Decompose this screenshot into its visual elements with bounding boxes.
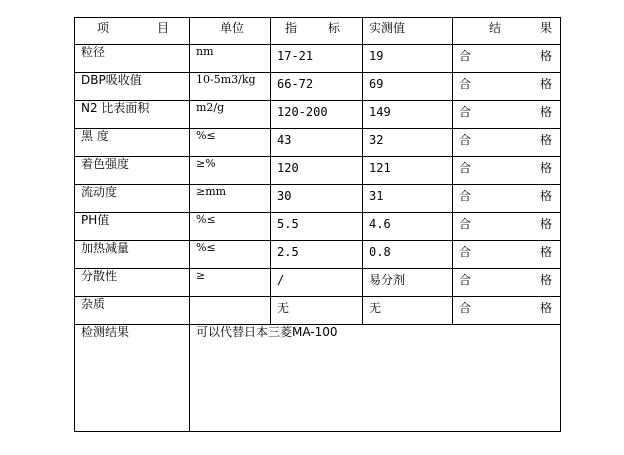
result-cell: 合 格: [453, 101, 561, 129]
header-result-char-1: 结: [489, 21, 502, 35]
unit-cell: %≤: [190, 129, 271, 157]
header-item: [75, 18, 190, 45]
result-cell: 合 格: [453, 157, 561, 185]
value-cell: 31: [363, 185, 453, 213]
item-cell: 加热减量: [75, 241, 190, 269]
header-range-char-2: 标: [327, 21, 340, 35]
conclusion-row: [75, 325, 561, 432]
range-cell: 30: [271, 185, 363, 213]
conclusion-label: 检测结果: [81, 325, 130, 339]
header-unit-char-1: 单: [220, 21, 233, 35]
item-cell: DBP吸收值: [75, 73, 190, 101]
table-row: [75, 45, 561, 73]
table-row: [75, 297, 561, 325]
result-cell: 合 格: [453, 241, 561, 269]
item-cell: 分散性: [75, 269, 190, 297]
range-cell: 120-200: [271, 101, 363, 129]
range-cell: 无: [271, 297, 363, 325]
table-row: [75, 269, 561, 297]
header-unit-char-2: 位: [232, 21, 245, 35]
item-cell: 流动度: [75, 185, 190, 213]
header-range: [271, 18, 363, 45]
conclusion-text: 可以代替日本三菱MA-100: [196, 325, 338, 339]
result-cell: 合 格: [453, 297, 561, 325]
result-cell: 合 格: [453, 45, 561, 73]
item-cell: 粒径: [75, 45, 190, 73]
result-cell: 合 格: [453, 73, 561, 101]
unit-cell: %≤: [190, 241, 271, 269]
unit-cell: ≥mm: [190, 185, 271, 213]
value-cell: 19: [363, 45, 453, 73]
unit-cell: 10-5m3/kg: [190, 73, 271, 101]
spec-table: [74, 17, 561, 432]
table-row: [75, 129, 561, 157]
table-header-row: [75, 18, 561, 45]
result-cell: 合 格: [453, 129, 561, 157]
value-cell: 69: [363, 73, 453, 101]
item-cell: N2 比表面积: [75, 101, 190, 129]
range-cell: 5.5: [271, 213, 363, 241]
header-unit: [190, 18, 271, 45]
range-cell: 66-72: [271, 73, 363, 101]
item-cell: 黑 度: [75, 129, 190, 157]
range-cell: 43: [271, 129, 363, 157]
table-row: [75, 213, 561, 241]
table-row: [75, 73, 561, 101]
unit-cell: nm: [190, 45, 271, 73]
table-row: [75, 157, 561, 185]
result-cell: 合 格: [453, 185, 561, 213]
value-cell: 149: [363, 101, 453, 129]
result-cell: 合 格: [453, 269, 561, 297]
conclusion-label-cell: [75, 325, 190, 432]
unit-cell: ≥%: [190, 157, 271, 185]
header-item-char-2: 目: [156, 21, 169, 35]
value-cell: 4.6: [363, 213, 453, 241]
range-cell: 2.5: [271, 241, 363, 269]
header-value: [363, 18, 453, 45]
value-cell: 0.8: [363, 241, 453, 269]
range-cell: 120: [271, 157, 363, 185]
unit-cell: [190, 297, 271, 325]
value-cell: 易分剂: [363, 269, 453, 297]
value-cell: 121: [363, 157, 453, 185]
unit-cell: ≥: [190, 269, 271, 297]
value-cell: 无: [363, 297, 453, 325]
item-cell: 杂质: [75, 297, 190, 325]
table-row: [75, 241, 561, 269]
range-cell: 17-21: [271, 45, 363, 73]
header-range-char-1: 指: [285, 21, 298, 35]
value-cell: 32: [363, 129, 453, 157]
header-result: [453, 18, 561, 45]
item-cell: PH值: [75, 213, 190, 241]
table-row: [75, 101, 561, 129]
table-row: [75, 185, 561, 213]
header-item-char-1: 项: [97, 21, 110, 35]
unit-cell: %≤: [190, 213, 271, 241]
conclusion-text-cell: [190, 325, 561, 432]
header-value-label: 实测值: [369, 21, 406, 35]
unit-cell: m2/g: [190, 101, 271, 129]
range-cell: /: [271, 269, 363, 297]
result-cell: 合 格: [453, 213, 561, 241]
header-result-char-2: 果: [539, 21, 552, 35]
item-cell: 着色强度: [75, 157, 190, 185]
